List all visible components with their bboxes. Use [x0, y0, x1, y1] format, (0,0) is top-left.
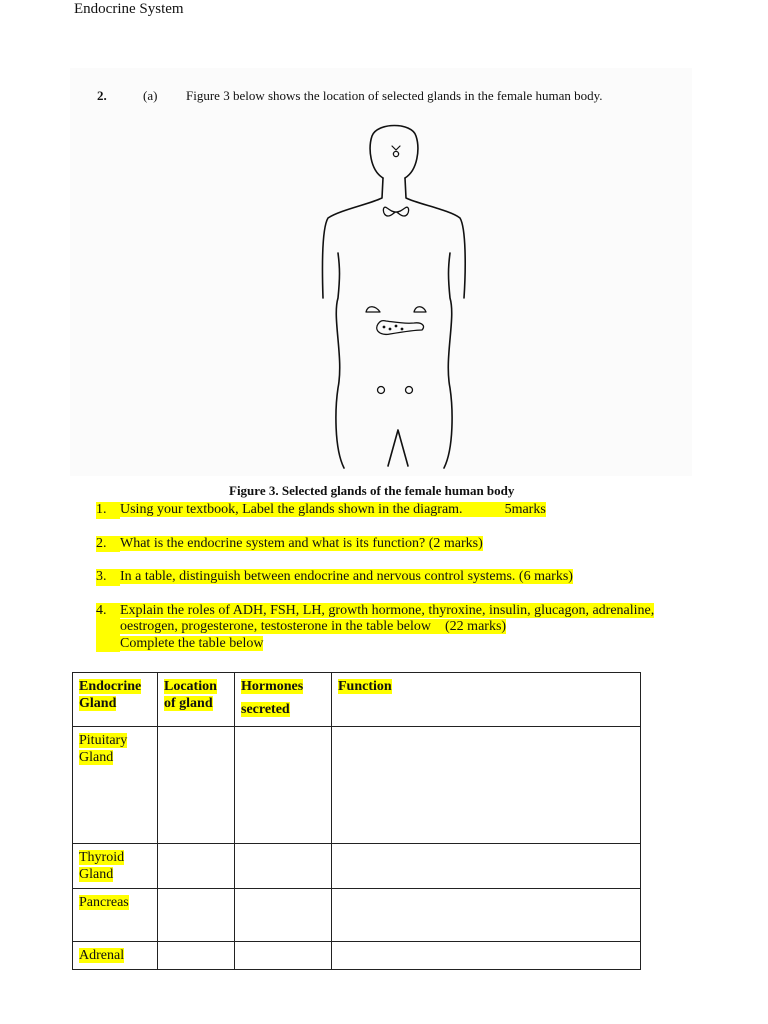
row-hormones-cell[interactable] — [235, 844, 332, 889]
question-item-number: 3. — [96, 569, 120, 586]
table-row — [73, 844, 641, 889]
pituitary-gland-icon — [392, 146, 400, 157]
body-outline-legs — [388, 430, 408, 466]
row-gland-cell: Adrenal — [73, 942, 158, 970]
row-gland-cell: Pituitary Gland — [73, 727, 158, 844]
question-item-text: In a table, distinguish between endocrine and nervous control systems. (6 marks) — [120, 569, 573, 584]
female-body-diagram — [310, 118, 480, 474]
row-gland-cell: Pancreas — [73, 889, 158, 942]
body-outline-left — [323, 178, 383, 468]
adrenal-gland-left-icon — [366, 307, 380, 312]
question-item — [96, 502, 656, 519]
ovary-right-icon — [406, 387, 413, 394]
adrenal-gland-right-icon — [414, 307, 426, 312]
question-item-number: 2. — [96, 536, 120, 553]
table-row — [73, 727, 641, 844]
row-function-cell[interactable] — [332, 844, 641, 889]
question-item — [96, 536, 656, 553]
header-hormones: Hormones secreted — [235, 673, 332, 727]
row-hormones-cell[interactable] — [235, 942, 332, 970]
question-list — [96, 502, 656, 669]
question-item-text: What is the endocrine system and what is its function? (2 marks) — [120, 535, 483, 551]
ovary-left-icon — [378, 387, 385, 394]
question-item-text: Using your textbook, Label the glands shown in the diagram. — [120, 502, 463, 517]
row-location-cell[interactable] — [158, 889, 235, 942]
row-gland-cell: Thyroid Gland — [73, 844, 158, 889]
question-item-number: 1. — [96, 502, 120, 519]
table-header-row — [73, 673, 641, 727]
pancreas-icon — [377, 321, 424, 335]
glands-table — [72, 672, 641, 970]
question-item-marks: (22 marks) — [445, 619, 507, 634]
question-item — [96, 603, 656, 653]
header-endocrine-gland: Endocrine Gland — [73, 673, 158, 727]
header-function: Function — [332, 673, 641, 727]
question-item-number: 4. — [96, 603, 120, 653]
row-location-cell[interactable] — [158, 942, 235, 970]
row-hormones-cell[interactable] — [235, 727, 332, 844]
header-location: Location of gland — [158, 673, 235, 727]
row-location-cell[interactable] — [158, 844, 235, 889]
row-function-cell[interactable] — [332, 942, 641, 970]
page-header-title: Endocrine System — [74, 1, 184, 17]
question-item-extra: Complete the table below — [120, 635, 264, 651]
row-hormones-cell[interactable] — [235, 889, 332, 942]
row-function-cell[interactable] — [332, 727, 641, 844]
question-item-marks: 5marks — [504, 502, 546, 517]
question-number: 2. — [97, 88, 107, 103]
table-row — [73, 942, 641, 970]
figure-intro-text: Figure 3 below shows the location of selected glands in the female human body. — [186, 88, 603, 103]
thyroid-gland-icon — [383, 207, 408, 216]
figure-caption: Figure 3. Selected glands of the female human body — [229, 483, 515, 498]
question-item — [96, 569, 656, 586]
table-row — [73, 889, 641, 942]
question-part: (a) — [143, 88, 158, 103]
question-item-text: Explain the roles of ADH, FSH, LH, growth hormone, thyroxine, insulin, glucagon, adrenaline, oestrogen, progesterone, testosterone in the table below — [120, 602, 655, 634]
row-location-cell[interactable] — [158, 727, 235, 844]
row-function-cell[interactable] — [332, 889, 641, 942]
